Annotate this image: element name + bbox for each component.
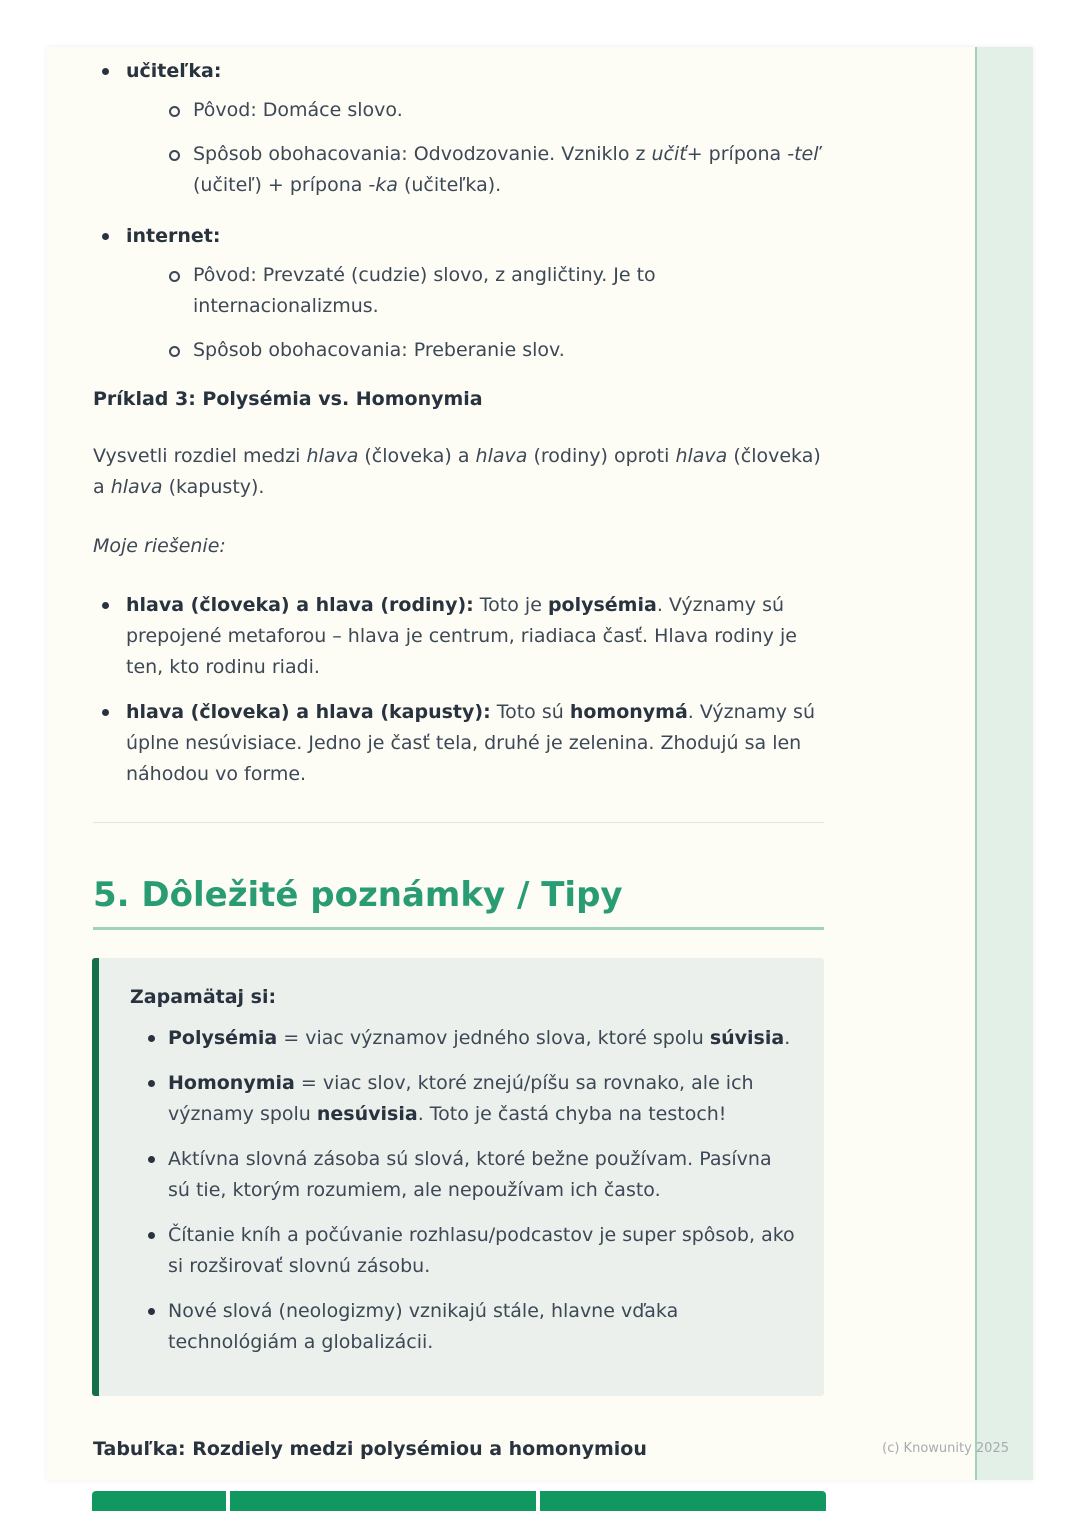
table-header-row (92, 1491, 826, 1511)
section-heading-underline (93, 927, 824, 930)
word-entry-details (159, 95, 824, 201)
detail-line: Spôsob obohacovania: Preberanie slov. (159, 335, 824, 366)
word-entry-term: učiteľka: (126, 60, 222, 82)
section-heading: 5. Dôležité poznámky / Tipy (93, 875, 623, 915)
copyright-footer: (c) Knowunity 2025 (882, 1441, 1009, 1456)
callout-bullet: Čítanie kníh a počúvanie rozhlasu/podcastov je super spôsob, ako si rozširovať slovnú zásobu. (168, 1220, 796, 1282)
solution-list (93, 590, 824, 790)
callout-bullet: Nové slová (neologizmy) vznikajú stále, hlavne vďaka technológiám a globalizácii. (168, 1296, 796, 1358)
callout-bullet: Aktívna slovná zásoba sú slová, ktoré bežne používam. Pasívna sú tie, ktorým rozumiem, ale nepoužívam ich často. (168, 1144, 796, 1206)
word-entry-term: internet: (126, 225, 221, 247)
document-page (47, 47, 1033, 1480)
callout-bullet: Homonymia = viac slov, ktoré znejú/píšu sa rovnako, ale ich významy spolu nesúvisia. Toto je častá chyba na testoch! (168, 1068, 796, 1130)
detail-line: Spôsob obohacovania: Odvodzovanie. Vzniklo z učiť+ prípona -teľ (učiteľ) + prípona -ka (učiteľka). (159, 139, 824, 201)
callout-title: Zapamätaj si: (130, 986, 277, 1008)
word-entry-internet (93, 221, 824, 366)
table-caption: Tabuľka: Rozdiely medzi polysémiou a homonymiou (93, 1438, 647, 1460)
solution-bullet: hlava (človeka) a hlava (rodiny): Toto je polysémia. Významy sú prepojené metaforou – hlava je centrum, riadiaca časť. Hlava rodiny je ten, kto rodinu riadi. (93, 590, 824, 683)
task-text: Vysvetli rozdiel medzi hlava (človeka) a hlava (rodiny) oproti hlava (človeka) a hlava (kapusty). (93, 445, 821, 498)
detail-line: Pôvod: Prevzaté (cudzie) slovo, z angličtiny. Je to internacionalizmus. (159, 260, 824, 322)
callout-bullet: Polysémia = viac významov jedného slova, ktoré spolu súvisia. (168, 1023, 796, 1054)
table-header-cell (230, 1491, 536, 1511)
page-right-strip (975, 47, 1033, 1480)
tips-callout-box (92, 958, 824, 1396)
page-content (93, 47, 824, 1511)
example-heading: Príklad 3: Polysémia vs. Homonymia (93, 388, 483, 410)
word-entry-list (93, 56, 824, 366)
table-header-cell (540, 1491, 826, 1511)
word-entry-ucitelka (93, 56, 824, 201)
callout-bullet-list (130, 1023, 796, 1358)
solution-bullet: hlava (človeka) a hlava (kapusty): Toto sú homonymá. Významy sú úplne nesúvisiace. Jedno je časť tela, druhé je zelenina. Zhodujú sa len náhodou vo forme. (93, 697, 824, 790)
word-entry-details (159, 260, 824, 366)
detail-line: Pôvod: Domáce slovo. (159, 95, 824, 126)
solution-label: Moje riešenie: (93, 535, 226, 557)
table-header-cell (92, 1491, 226, 1511)
section-divider (93, 822, 824, 823)
